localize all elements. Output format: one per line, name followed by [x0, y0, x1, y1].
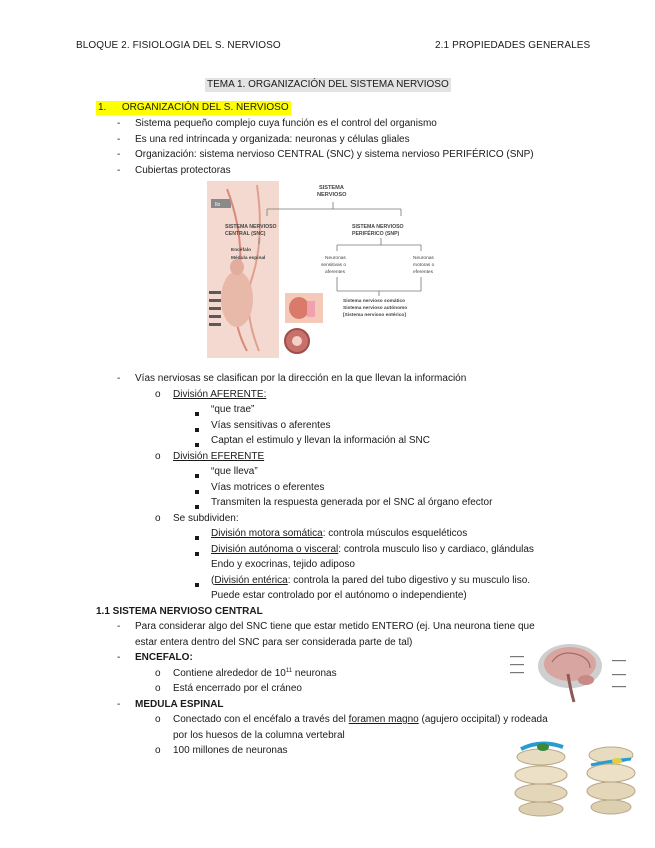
somatica-item [211, 528, 467, 539]
tree-snp: SISTEMA NERVIOSO PERIFÉRICO (SNP) [352, 224, 404, 237]
label-line [209, 315, 221, 318]
eferente-label: División EFERENTE [173, 451, 265, 462]
label-line [510, 672, 524, 673]
square-bullet [195, 501, 199, 512]
dash-bullet: - [117, 118, 121, 129]
dash-bullet: - [117, 699, 121, 710]
organ-shape [307, 301, 315, 317]
enterica-line2: Puede estar controlado por el autónomo o independiente) [211, 590, 467, 601]
aferente-item: Vías sensitivas o aferentes [211, 420, 331, 431]
circle-bullet: o [155, 714, 161, 725]
aferente-label: División AFERENTE: [173, 389, 267, 400]
enterica-item [211, 575, 530, 586]
dash-bullet: - [117, 165, 121, 176]
enterica-label: División entérica [214, 575, 288, 586]
aferente-item: Captan el estimulo y llevan la información al SNC [211, 435, 430, 446]
label-line [209, 291, 221, 294]
body-figure [221, 271, 253, 327]
tree-divisions: Sistema nervioso somático Sistema nervioso autónomo [Sistema nervioso entérico] [343, 299, 408, 318]
bullet-text: Organización: sistema nervioso CENTRAL (SNC) y sistema nervioso PERIFÉRICO (SNP) [135, 149, 534, 160]
tree-aferentes: Neuronas sensitivas o aferentes [321, 256, 347, 275]
tree-root-l1: SISTEMA [319, 185, 344, 191]
dash-bullet: - [117, 149, 121, 160]
encefalo-item1-pre: Contiene alrededor de 10 [173, 668, 286, 679]
autonoma-label: División autónoma o visceral [211, 544, 339, 555]
label-line [612, 686, 626, 687]
encefalo-item1-post: neuronas [292, 668, 337, 679]
label-line [510, 664, 524, 665]
medula-item1-pre: Conectado con el encéfalo a través del [173, 714, 349, 725]
label-line [209, 307, 221, 310]
tree-root [317, 185, 347, 198]
header-left: BLOQUE 2. FISIOLOGIA DEL S. NERVIOSO [76, 40, 281, 51]
enterica-text: : controla la pared del tubo digestivo y su musculo liso. [287, 575, 531, 586]
square-bullet [195, 486, 199, 497]
tree-root-l2: NERVIOSO [317, 192, 347, 198]
tree-snc-items: Encéfalo Médula espinal [231, 248, 266, 261]
square-bullet [195, 439, 199, 450]
somatica-label: División motora somática [211, 528, 323, 539]
square-bullet [195, 579, 199, 590]
tree-snc: SISTEMA NERVIOSO CENTRAL (SNC) [225, 224, 277, 237]
medula-label: MEDULA ESPINAL [135, 699, 224, 710]
circle-bullet: o [155, 745, 161, 756]
section-number: 1. [98, 102, 107, 113]
label-line [510, 656, 524, 657]
corner-label-box [211, 199, 231, 208]
vertebra-right [587, 747, 635, 814]
snc-heading: 1.1 SISTEMA NERVIOSO CENTRAL [96, 606, 263, 617]
circle-bullet: o [155, 683, 161, 694]
bullet-text: Cubiertas protectoras [135, 165, 231, 176]
encefalo-label: ENCEFALO: [135, 652, 193, 663]
somatica-text: : controla músculos esqueléticos [322, 528, 468, 539]
vertebrae-illustration [505, 735, 645, 820]
brain-illustration [508, 640, 638, 708]
cerebellum-shape [578, 675, 594, 685]
subdividen-label: Se subdividen: [173, 513, 239, 524]
vertebra-left [515, 743, 567, 816]
medula-item1 [173, 714, 548, 725]
autonoma-item [211, 544, 534, 555]
dash-bullet: - [117, 652, 121, 663]
bullet-text: Es una red intrincada y organizada: neuronas y células gliales [135, 134, 410, 145]
autonoma-text: : controla musculo liso y cardiaco, glándulas [338, 544, 534, 555]
square-bullet [195, 548, 199, 559]
eferente-item: Vías motrices o eferentes [211, 482, 325, 493]
label-line [209, 323, 221, 326]
nervous-system-diagram [207, 181, 451, 358]
circle-bullet: o [155, 668, 161, 679]
corner-label: Ilo [215, 202, 221, 208]
label-line [612, 660, 626, 661]
medula-item1-line2: por los huesos de la columna vertebral [173, 730, 345, 741]
enterica-open: ( [211, 575, 215, 586]
snc-para-line1: Para considerar algo del SNC tiene que estar metido ENTERO (ej. Una neurona tiene que [135, 621, 535, 632]
section-title: ORGANIZACIÓN DEL S. NERVIOSO [121, 102, 289, 113]
circle-bullet: o [155, 513, 161, 524]
eferente-item: Transmiten la respuesta generada por el SNC al órgano efector [211, 497, 493, 508]
section-heading [96, 101, 291, 115]
head-figure [230, 259, 244, 275]
intestine-lumen [292, 336, 302, 346]
header-right: 2.1 PROPIEDADES GENERALES [435, 40, 591, 51]
medula-item1-post: (agujero occipital) y rodeada [418, 714, 548, 725]
vias-text: Vías nerviosas se clasifican por la dirección en la que llevan la información [135, 373, 467, 384]
square-bullet [195, 532, 199, 543]
page-title: TEMA 1. ORGANIZACIÓN DEL SISTEMA NERVIOSO [207, 79, 449, 90]
encefalo-item [173, 668, 337, 679]
eferente-item: “que lleva” [211, 466, 258, 477]
encefalo-item2: Está encerrado por el cráneo [173, 683, 302, 694]
aferente-item: “que trae” [211, 404, 255, 415]
medula-item1-u: foramen magno [348, 714, 419, 725]
medula-item2: 100 millones de neuronas [173, 745, 288, 756]
square-bullet [195, 424, 199, 435]
encefalo-item1-sup: 11 [285, 668, 293, 674]
snc-para-line2: estar entera dentro del SNC para ser considerada parte de tal) [135, 637, 413, 648]
label-line [612, 674, 626, 675]
square-bullet [195, 470, 199, 481]
square-bullet [195, 408, 199, 419]
dash-bullet: - [117, 373, 121, 384]
tree-eferentes: Neuronas motoras o eferentes [413, 256, 435, 275]
organ-shape [289, 297, 309, 319]
circle-bullet: o [155, 389, 161, 400]
circle-bullet: o [155, 451, 161, 462]
dash-bullet: - [117, 134, 121, 145]
dash-bullet: - [117, 621, 121, 632]
autonoma-line2: Endo y exocrinas, tejido adiposo [211, 559, 355, 570]
label-line [209, 299, 221, 302]
bullet-text: Sistema pequeño complejo cuya función es el control del organismo [135, 118, 437, 129]
